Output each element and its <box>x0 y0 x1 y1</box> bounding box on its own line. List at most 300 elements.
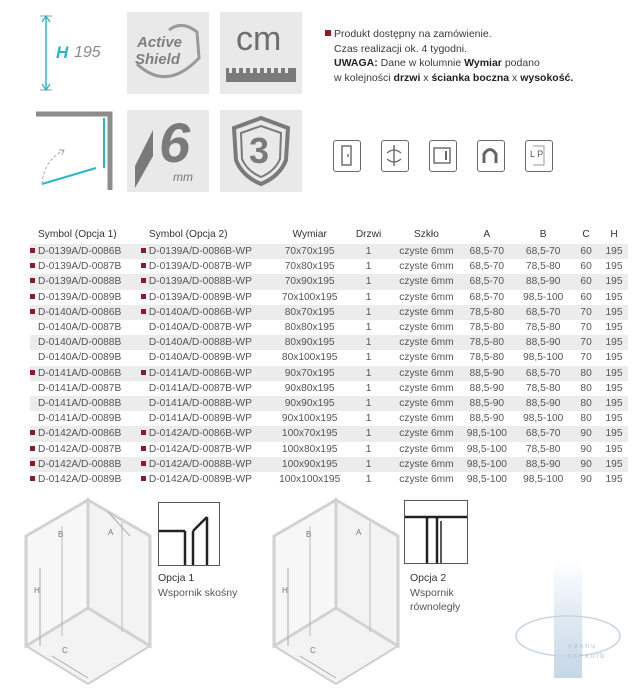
symbol-text: D-0141A/D-0089B <box>38 413 122 425</box>
note-line2: Czas realizacji ok. 4 tygodni. <box>334 42 468 55</box>
cell-h: 195 <box>605 352 623 364</box>
cell-szklo: czyste 6mm <box>399 443 454 455</box>
diagram1-label-c: C <box>62 646 68 655</box>
availability-marker <box>141 400 146 405</box>
diagram1-label-b: B <box>58 530 64 539</box>
watermark <box>510 560 628 692</box>
availability-marker <box>141 430 146 435</box>
cell-symbol2 <box>141 244 276 259</box>
cell-a: 68,5-70 <box>469 261 505 273</box>
cell-c: 60 <box>572 244 600 259</box>
cabin-plan-icon <box>34 110 116 200</box>
option2-detail-icon <box>404 500 468 564</box>
table-row <box>30 244 628 259</box>
availability-marker <box>141 385 146 390</box>
active-shield-badge <box>127 12 209 94</box>
cell-symbol1 <box>30 366 141 381</box>
cell-symbol1 <box>30 259 141 274</box>
cell-wymiar: 100x100x195 <box>279 474 341 486</box>
note-scianka: ścianka boczna <box>431 71 510 84</box>
availability-marker <box>30 294 35 299</box>
cell-symbol1 <box>30 426 141 441</box>
cell-a: 88,5-90 <box>469 382 505 394</box>
cell-c: 90 <box>572 426 600 441</box>
table-row <box>30 411 628 426</box>
symbol-text: D-0140A/D-0089B-WP <box>148 352 252 364</box>
cell-szklo: czyste 6mm <box>393 305 459 320</box>
door-reversible-icon <box>333 140 361 172</box>
symbol-text: D-0139A/D-0089B <box>38 291 122 303</box>
cell-wymiar: 80x100x195 <box>281 352 338 364</box>
note-x2: x <box>512 71 518 84</box>
cell-wymiar: 100x70x195 <box>276 426 344 441</box>
cell-h: 195 <box>605 474 623 486</box>
table-row <box>30 472 628 487</box>
cell-h: 195 <box>600 426 628 441</box>
cell-symbol1 <box>30 442 141 457</box>
availability-marker <box>30 309 35 314</box>
cell-a: 68,5-70 <box>469 291 505 303</box>
cell-wymiar: 70x70x195 <box>276 244 344 259</box>
option1-title: Opcja 1 <box>158 572 195 584</box>
cell-symbol1 <box>30 244 141 259</box>
symbol-text: D-0139A/D-0088B <box>38 276 122 288</box>
cell-symbol1 <box>30 396 141 411</box>
cell-wymiar: 80x70x195 <box>276 305 344 320</box>
symbol-text: D-0141A/D-0088B-WP <box>148 398 252 410</box>
option1-detail-icon <box>158 502 220 566</box>
availability-marker <box>30 248 35 253</box>
cell-drzwi: 1 <box>365 291 372 303</box>
table-row <box>30 442 628 457</box>
shield-label: Shield <box>135 51 181 68</box>
cell-symbol2 <box>141 381 276 396</box>
cell-szklo: czyste 6mm <box>399 261 454 273</box>
cell-b: 68,5-70 <box>514 305 572 320</box>
col-symbol2: Symbol (Opcja 2) <box>148 229 228 240</box>
table-row <box>30 305 628 320</box>
cell-wymiar: 90x70x195 <box>276 366 344 381</box>
warranty-badge <box>220 110 302 192</box>
cell-symbol2 <box>141 350 276 365</box>
cell-a: 68,5-70 <box>459 244 514 259</box>
cell-symbol2 <box>141 305 276 320</box>
cell-szklo: czyste 6mm <box>393 396 459 411</box>
diagram2-label-c: C <box>310 646 316 655</box>
cell-symbol1 <box>30 290 141 305</box>
availability-marker <box>141 248 146 253</box>
note-drzwi: drzwi <box>393 71 421 84</box>
symbol-text: D-0140A/D-0087B <box>38 322 122 334</box>
cell-wymiar: 70x90x195 <box>276 274 344 289</box>
symbol-text: D-0141A/D-0086B-WP <box>148 367 252 379</box>
cell-h: 195 <box>600 366 628 381</box>
parallel-bracket-icon <box>405 501 467 563</box>
option2-title: Opcja 2 <box>410 572 447 584</box>
availability-marker <box>141 294 146 299</box>
symbol-text: D-0141A/D-0088B <box>38 398 122 410</box>
availability-marker <box>141 370 146 375</box>
cell-drzwi: 1 <box>365 443 372 455</box>
symbol-text: D-0141A/D-0087B <box>38 382 122 394</box>
cell-b: 78,5-80 <box>525 261 561 273</box>
cell-szklo: czyste 6mm <box>393 274 459 289</box>
cell-symbol1 <box>30 335 141 350</box>
cell-h: 195 <box>600 305 628 320</box>
symbol-text: D-0142A/D-0087B-WP <box>148 443 252 455</box>
availability-marker <box>30 324 35 329</box>
cell-symbol2 <box>141 426 276 441</box>
wall-profile-glyph <box>430 141 455 170</box>
cell-szklo: czyste 6mm <box>399 413 454 425</box>
table-body <box>30 244 628 487</box>
cell-a: 68,5-70 <box>459 274 514 289</box>
cell-a: 98,5-100 <box>459 426 514 441</box>
cabin-3d-diagram-1 <box>22 496 154 690</box>
symbol-text: D-0140A/D-0088B <box>38 337 122 349</box>
accent-bullet <box>325 30 331 36</box>
cell-b: 78,5-80 <box>525 382 561 394</box>
diagram2-label-b: B <box>306 530 312 539</box>
symbol-text: D-0139A/D-0087B <box>38 261 122 273</box>
note-x1: x <box>423 71 429 84</box>
cell-a: 98,5-100 <box>466 443 507 455</box>
symbol-text: D-0142A/D-0086B-WP <box>148 428 252 440</box>
availability-marker <box>141 354 146 359</box>
col-symbol1: Symbol (Opcja 1) <box>38 229 117 240</box>
cell-b: 98,5-100 <box>523 352 564 364</box>
availability-marker <box>141 309 146 314</box>
note-line1: Produkt dostępny na zamówienie. <box>334 28 492 40</box>
col-a: A <box>483 229 491 240</box>
symbol-text: D-0140A/D-0086B <box>38 306 122 318</box>
cell-c: 70 <box>572 335 600 350</box>
cell-wymiar: 90x100x195 <box>281 413 338 425</box>
availability-marker <box>141 461 146 466</box>
availability-note <box>325 27 625 85</box>
cell-wymiar: 80x90x195 <box>276 335 344 350</box>
glass-thickness-badge <box>127 110 209 192</box>
cell-szklo: czyste 6mm <box>399 382 454 394</box>
watermark-text: vannu sseaulb <box>568 643 607 660</box>
cell-c: 90 <box>572 457 600 472</box>
col-b: B <box>539 229 547 240</box>
cell-h: 195 <box>605 443 623 455</box>
availability-marker <box>30 385 35 390</box>
cell-h: 195 <box>600 274 628 289</box>
cell-a: 88,5-90 <box>459 366 514 381</box>
cell-szklo: czyste 6mm <box>393 335 459 350</box>
cell-b: 88,5-90 <box>514 396 572 411</box>
table-row <box>30 396 628 411</box>
cell-wymiar: 100x90x195 <box>276 457 344 472</box>
left-right-icon <box>525 140 553 172</box>
availability-marker <box>30 446 35 451</box>
symbol-text: D-0141A/D-0089B-WP <box>148 413 252 425</box>
col-drzwi: Drzwi <box>355 229 382 240</box>
cell-b: 68,5-70 <box>514 366 572 381</box>
cell-szklo: czyste 6mm <box>393 244 459 259</box>
table-row <box>30 274 628 289</box>
col-szklo: Szkło <box>413 229 439 240</box>
cell-symbol2 <box>141 335 276 350</box>
availability-marker <box>141 446 146 451</box>
cell-c: 60 <box>580 261 592 273</box>
cell-szklo: czyste 6mm <box>393 366 459 381</box>
cell-a: 78,5-80 <box>469 352 505 364</box>
cell-drzwi: 1 <box>344 335 394 350</box>
option2-sub1: Wspornik <box>410 587 454 599</box>
cell-wymiar: 90x90x195 <box>276 396 344 411</box>
cell-symbol1 <box>30 411 141 426</box>
availability-marker <box>141 339 146 344</box>
symbol-text: D-0141A/D-0086B <box>38 367 122 379</box>
availability-marker <box>141 415 146 420</box>
slanted-bracket-icon <box>159 503 219 565</box>
cell-a: 78,5-80 <box>459 335 514 350</box>
symbol-text: D-0139A/D-0086B <box>38 246 122 257</box>
cell-drzwi: 1 <box>365 352 372 364</box>
cabin-3d-diagram-2 <box>270 496 402 690</box>
option1-subtitle: Wspornik skośny <box>158 587 238 599</box>
cell-symbol2 <box>141 396 276 411</box>
symbol-text: D-0142A/D-0088B <box>38 458 122 470</box>
cell-b: 98,5-100 <box>523 413 564 425</box>
watermark-ellipse-icon <box>510 560 628 692</box>
cell-c: 80 <box>580 413 592 425</box>
diagram2-label-h: H <box>282 586 288 595</box>
cell-c: 80 <box>572 396 600 411</box>
availability-marker <box>141 278 146 283</box>
wall-profile-icon <box>429 140 457 172</box>
cell-c: 60 <box>572 274 600 289</box>
cell-c: 60 <box>580 291 592 303</box>
cell-wymiar: 80x80x195 <box>284 322 335 334</box>
cell-wymiar: 70x100x195 <box>281 291 338 303</box>
symbol-text: D-0140A/D-0086B-WP <box>148 306 252 318</box>
cell-h: 195 <box>600 244 628 259</box>
diagram1-label-h: H <box>34 586 40 595</box>
cell-c: 70 <box>580 352 592 364</box>
symbol-text: D-0139A/D-0087B-WP <box>148 261 252 273</box>
height-prefix: H <box>56 43 69 62</box>
availability-marker <box>30 415 35 420</box>
availability-marker <box>141 476 146 481</box>
cell-szklo: czyste 6mm <box>399 474 454 486</box>
availability-marker <box>30 370 35 375</box>
cell-symbol1 <box>30 274 141 289</box>
cell-drzwi: 1 <box>344 396 394 411</box>
cell-c: 80 <box>572 366 600 381</box>
symbol-text: D-0142A/D-0089B-WP <box>148 474 252 486</box>
cabin-diagram-option1 <box>22 496 154 690</box>
availability-marker <box>141 324 146 329</box>
cell-c: 80 <box>580 382 592 394</box>
cell-c: 90 <box>580 443 592 455</box>
option2-sub2: równoległy <box>410 601 461 613</box>
cell-drzwi: 1 <box>344 305 394 320</box>
symbol-text: D-0142A/D-0086B <box>38 428 122 440</box>
cell-szklo: czyste 6mm <box>399 322 454 334</box>
cell-symbol2 <box>141 411 276 426</box>
availability-marker <box>30 476 35 481</box>
table-row <box>30 259 628 274</box>
cell-b: 88,5-90 <box>514 274 572 289</box>
cell-h: 195 <box>605 322 623 334</box>
cell-h: 195 <box>600 396 628 411</box>
cell-drzwi: 1 <box>344 426 394 441</box>
cell-c: 90 <box>580 474 592 486</box>
cell-symbol2 <box>141 320 276 335</box>
note-line4a: w kolejności <box>334 71 391 84</box>
cell-symbol1 <box>30 457 141 472</box>
availability-marker <box>30 430 35 435</box>
unit-badge <box>220 12 302 94</box>
table-row <box>30 320 628 335</box>
cell-c: 70 <box>580 322 592 334</box>
cell-wymiar: 70x80x195 <box>284 261 335 273</box>
height-value: 195 <box>74 44 101 61</box>
cell-symbol2 <box>141 259 276 274</box>
cell-wymiar: 100x80x195 <box>281 443 338 455</box>
cell-symbol2 <box>141 442 276 457</box>
cell-symbol2 <box>141 366 276 381</box>
table-row <box>30 290 628 305</box>
cell-drzwi: 1 <box>365 382 372 394</box>
cell-b: 78,5-80 <box>525 443 561 455</box>
magnet-glyph <box>478 141 503 170</box>
cell-b: 78,5-80 <box>525 322 561 334</box>
symbol-text: D-0139A/D-0089B-WP <box>148 291 252 303</box>
availability-marker <box>30 278 35 283</box>
cell-a: 78,5-80 <box>459 305 514 320</box>
cell-a: 98,5-100 <box>466 474 507 486</box>
table-row <box>30 381 628 396</box>
note-wymiar: Wymiar <box>464 57 502 69</box>
cell-szklo: czyste 6mm <box>393 426 459 441</box>
cell-h: 195 <box>600 457 628 472</box>
col-c: C <box>582 229 590 240</box>
cell-a: 98,5-100 <box>459 457 514 472</box>
cell-szklo: czyste 6mm <box>399 352 454 364</box>
uwaga-label: UWAGA: <box>334 57 378 69</box>
availability-marker <box>30 339 35 344</box>
cell-a: 88,5-90 <box>469 413 505 425</box>
unit-label: cm <box>236 20 282 58</box>
rotation-icon <box>381 140 409 172</box>
cell-drzwi: 1 <box>365 413 372 425</box>
cell-drzwi: 1 <box>344 366 394 381</box>
table-row <box>30 426 628 441</box>
height-badge <box>30 10 120 96</box>
cell-symbol1 <box>30 305 141 320</box>
magnet-icon <box>477 140 505 172</box>
product-table <box>30 227 628 487</box>
symbol-text: D-0140A/D-0088B-WP <box>148 337 252 349</box>
symbol-text: D-0141A/D-0087B-WP <box>148 382 252 394</box>
diagram1-label-a: A <box>108 528 114 537</box>
cell-drzwi: 1 <box>344 457 394 472</box>
cell-symbol1 <box>30 320 141 335</box>
cell-drzwi: 1 <box>365 261 372 273</box>
cell-b: 88,5-90 <box>514 457 572 472</box>
cell-a: 88,5-90 <box>459 396 514 411</box>
cell-drzwi: 1 <box>365 474 372 486</box>
note-wysokosc: wysokość. <box>520 71 574 84</box>
cell-symbol1 <box>30 472 141 487</box>
table-row <box>30 335 628 350</box>
glass-thickness-unit: mm <box>173 170 193 184</box>
availability-marker <box>30 461 35 466</box>
cell-b: 98,5-100 <box>523 291 564 303</box>
col-wymiar: Wymiar <box>292 229 327 240</box>
cell-symbol1 <box>30 350 141 365</box>
cell-b: 98,5-100 <box>523 474 564 486</box>
rotation-glyph <box>382 141 407 170</box>
cell-h: 195 <box>605 261 623 273</box>
symbol-text: D-0140A/D-0089B <box>38 352 122 364</box>
cell-h: 195 <box>605 382 623 394</box>
availability-marker <box>141 263 146 268</box>
warranty-years: 3 <box>249 130 270 171</box>
cell-szklo: czyste 6mm <box>393 457 459 472</box>
table-header-row <box>30 227 628 244</box>
cell-b: 88,5-90 <box>514 335 572 350</box>
cell-drzwi: 1 <box>365 322 372 334</box>
active-label: Active <box>137 34 183 51</box>
cell-h: 195 <box>600 335 628 350</box>
corner-plan-icon <box>34 110 116 200</box>
symbol-text: D-0142A/D-0089B <box>38 474 122 486</box>
cell-wymiar: 90x80x195 <box>284 382 335 394</box>
symbol-text: D-0142A/D-0088B-WP <box>148 458 252 470</box>
cabin-diagram-option2 <box>270 496 402 690</box>
availability-marker <box>30 400 35 405</box>
cell-h: 195 <box>605 413 623 425</box>
availability-marker <box>30 263 35 268</box>
symbol-text: D-0140A/D-0087B-WP <box>148 322 252 334</box>
left-right-label: L P <box>530 149 544 159</box>
door-reversible-glyph <box>334 141 359 170</box>
col-h: H <box>610 229 618 240</box>
table-row <box>30 457 628 472</box>
cell-symbol2 <box>141 290 276 305</box>
cell-b: 68,5-70 <box>514 244 572 259</box>
symbol-text: D-0142A/D-0087B <box>38 443 122 455</box>
cell-symbol2 <box>141 457 276 472</box>
table-row <box>30 366 628 381</box>
symbol-text: D-0139A/D-0086B-WP <box>148 246 252 257</box>
cell-drzwi: 1 <box>344 274 394 289</box>
symbol-text: D-0139A/D-0088B-WP <box>148 276 252 288</box>
note-line3c: podano <box>504 57 540 69</box>
diagram2-label-a: A <box>356 528 362 537</box>
cell-c: 70 <box>572 305 600 320</box>
note-line3a: Dane w kolumnie <box>380 57 462 69</box>
glass-thickness-value: 6 <box>159 111 191 174</box>
cell-symbol2 <box>141 274 276 289</box>
cell-symbol2 <box>141 472 276 487</box>
table-row <box>30 350 628 365</box>
cell-symbol1 <box>30 381 141 396</box>
cell-szklo: czyste 6mm <box>399 291 454 303</box>
cell-b: 68,5-70 <box>514 426 572 441</box>
cell-drzwi: 1 <box>344 244 394 259</box>
cell-h: 195 <box>605 291 623 303</box>
ruler-icon <box>220 12 302 94</box>
cell-a: 78,5-80 <box>469 322 505 334</box>
availability-marker <box>30 354 35 359</box>
